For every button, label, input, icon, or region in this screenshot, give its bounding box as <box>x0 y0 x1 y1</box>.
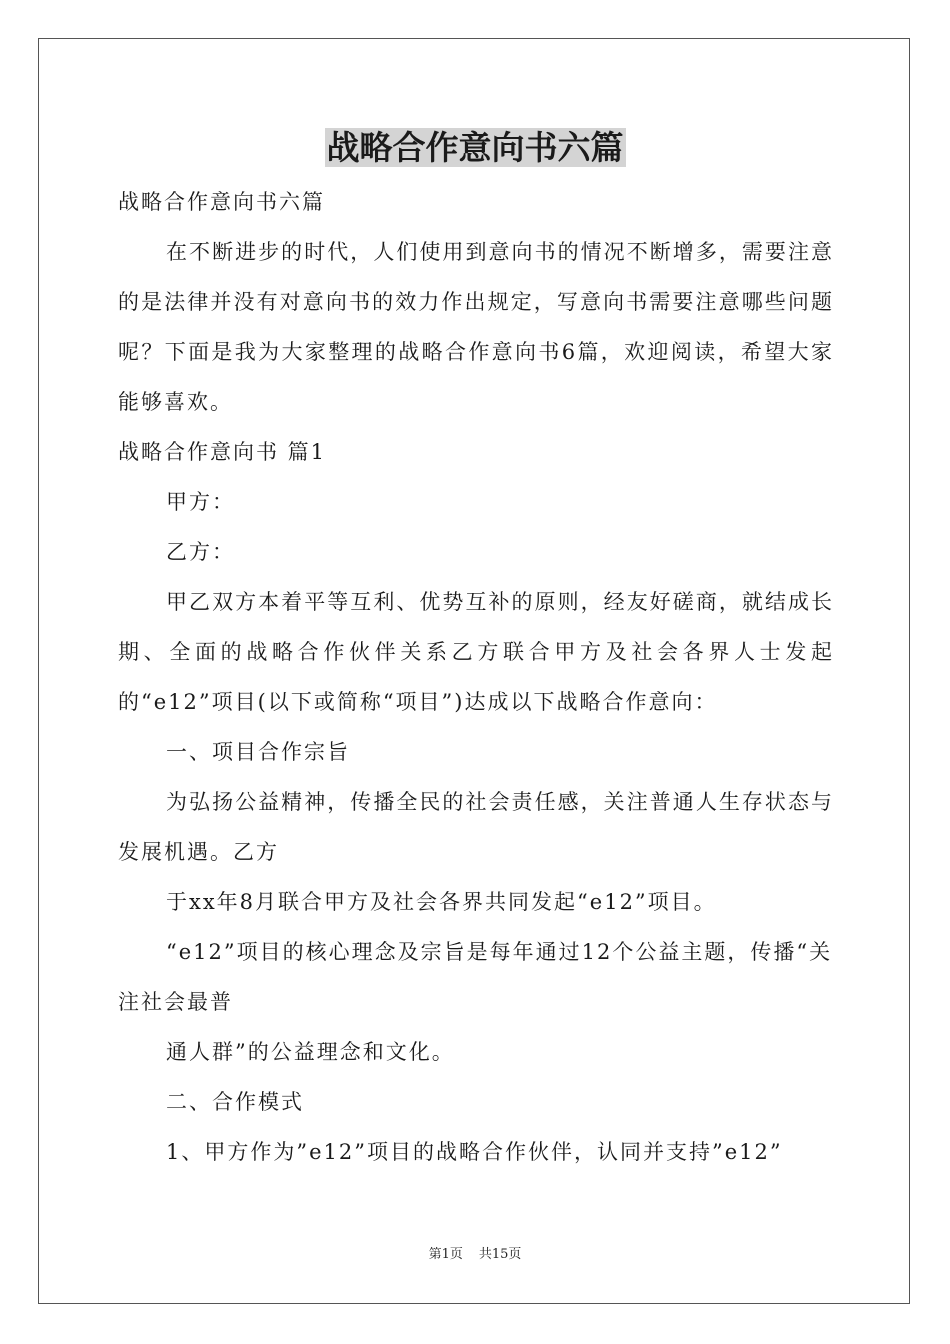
paragraph-core-idea: “e12”项目的核心理念及宗旨是每年通过12个公益主题，传播“关注社会最普 <box>118 940 833 1014</box>
paragraph-subtitle: 战略合作意向书六篇 <box>118 190 325 214</box>
section-heading-1: 战略合作意向书 篇1 <box>118 440 327 464</box>
clause-heading-1: 一、项目合作宗旨 <box>166 740 350 764</box>
party-b-line: 乙方： <box>166 540 235 564</box>
paragraph-agreement: 甲乙双方本着平等互利、优势互补的原则，经友好磋商，就结成长期、全面的战略合作伙伴关系乙方联合甲方及社会各界人士发起的“e12”项目(以下或简称“项目”)达成以下战略合作意向： <box>118 590 834 714</box>
page-footer <box>0 1246 950 1264</box>
paragraph-cooperation-1: 1、甲方作为”e12”项目的战略合作伙伴，认同并支持”e12” <box>166 1140 783 1164</box>
paragraph-launch: 于xx年8月联合甲方及社会各界共同发起“e12”项目。 <box>166 890 717 914</box>
document-title <box>0 126 950 170</box>
paragraph-core-idea-cont: 通人群”的公益理念和文化。 <box>166 1040 455 1064</box>
clause-heading-2: 二、合作模式 <box>166 1090 304 1114</box>
document-body <box>118 177 834 1177</box>
paragraph-intro: 在不断进步的时代，人们使用到意向书的情况不断增多，需要注意的是法律并没有对意向书的效力作出规定，写意向书需要注意哪些问题呢？下面是我为大家整理的战略合作意向书6篇，欢迎阅读，希望大家能够喜欢。 <box>118 240 834 414</box>
document-title-text: 战略合作意向书六篇 <box>326 128 624 167</box>
paragraph-purpose: 为弘扬公益精神，传播全民的社会责任感，关注普通人生存状态与发展机遇。乙方 <box>118 790 834 864</box>
page-total: 共15页 <box>478 1247 522 1262</box>
party-a-line: 甲方： <box>166 490 235 514</box>
page-number: 第1页 <box>428 1247 463 1262</box>
